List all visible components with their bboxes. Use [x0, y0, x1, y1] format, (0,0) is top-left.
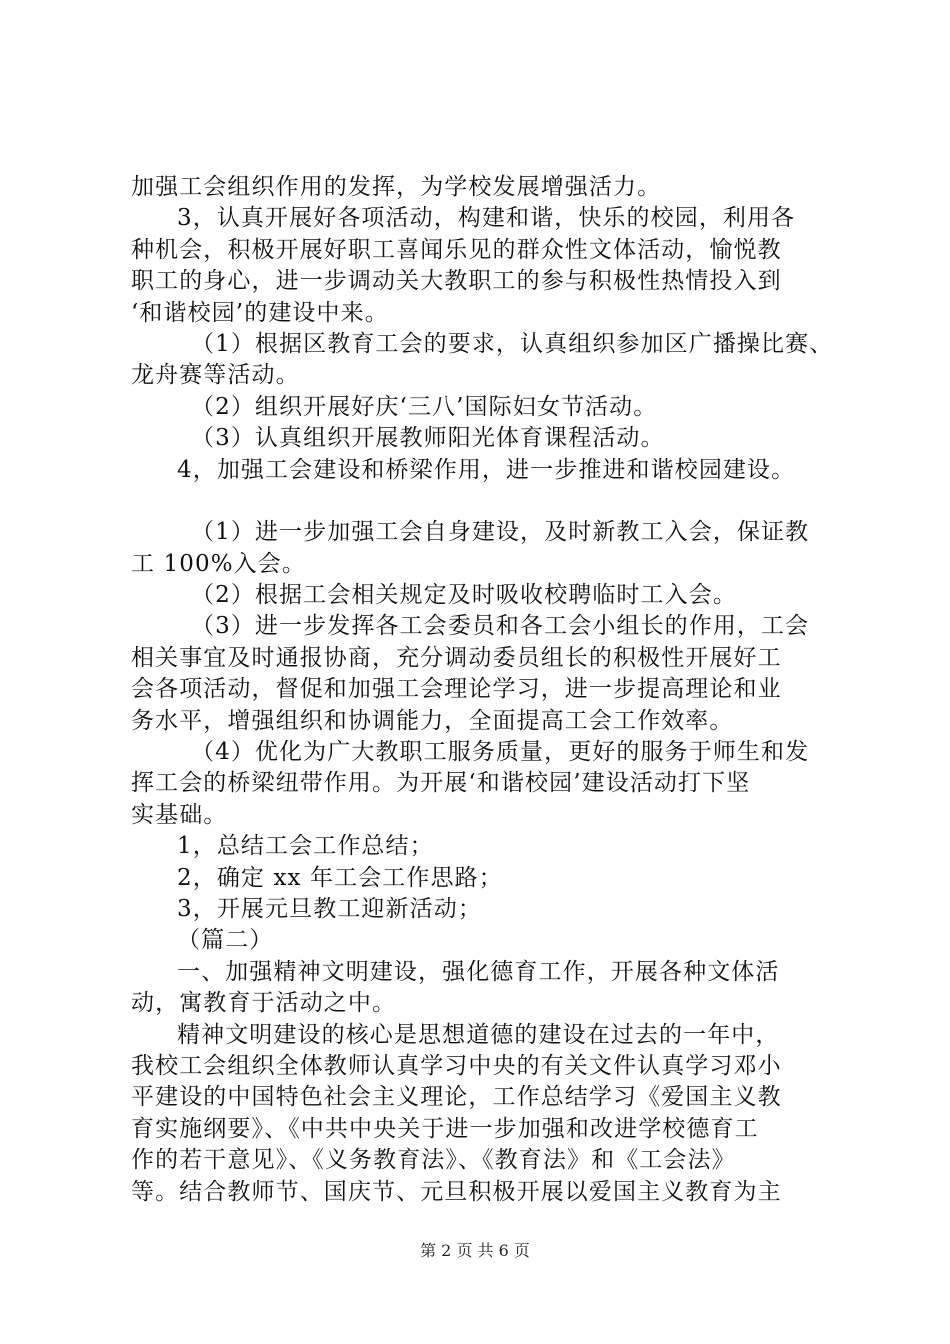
text-line: （4）优化为广大教职工服务质量，更好的服务于师生和发 [191, 739, 810, 766]
text-line: （3）认真组织开展教师阳光体育课程活动。 [191, 425, 665, 452]
text-line: （3）进一步发挥各工会委员和各工会小组长的作用，工会 [191, 613, 810, 640]
text-line: 等。结合教师节、国庆节、元旦积极开展以爱国主义教育为主 [131, 1178, 782, 1205]
text-line: （1）根据区教育工会的要求，认真组织参加区广播操比赛、 [191, 330, 834, 357]
text-line: 3，开展元旦教工迎新活动； [177, 895, 482, 922]
text-line: （1）进一步加强工会自身建设，及时新教工入会，保证教 [191, 519, 810, 546]
text-line: 动，寓教育于活动之中。 [131, 990, 397, 1017]
text-line: 种机会，积极开展好职工喜闻乐见的群众性文体活动，愉悦教 [131, 236, 782, 263]
text-line: 加强工会组织作用的发挥，为学校发展增强活力。 [131, 174, 662, 200]
section-heading: （篇二） [177, 927, 274, 954]
text-line: 相关事宜及时通报协商，充分调动委员组长的积极性开展好工 [131, 644, 782, 671]
text-line: 龙舟赛等活动。 [131, 362, 300, 389]
text-line: 实基础。 [131, 801, 228, 828]
text-line: 育实施纲要》、《中共中央关于进一步加强和改进学校德育工 [131, 1115, 759, 1142]
text-line: 平建设的中国特色社会主义理论，工作总结学习《爱国主义教 [131, 1084, 782, 1111]
blank-line [131, 486, 831, 517]
text-line: 作的若干意见》、《义务教育法》、《教育法》和《工会法》 [131, 1147, 736, 1174]
text-line: 3，认真开展好各项活动，构建和谐，快乐的校园，利用各 [177, 205, 796, 232]
text-line: 务水平，增强组织和协调能力，全面提高工会工作效率。 [131, 707, 734, 734]
text-line: 2，确定 xx 年工会工作思路； [177, 864, 503, 891]
text-line: 精神文明建设的核心是思想道德的建设在过去的一年中， [177, 1021, 780, 1048]
text-line: （2）组织开展好庆‘三八’国际妇女节活动。 [191, 393, 658, 420]
text-line: 工 100%入会。 [131, 550, 306, 577]
document-body [131, 172, 834, 1208]
text-line: ‘和谐校园’的建设中来。 [131, 299, 389, 326]
page-number-footer: 第 2 页 共 6 页 [420, 1241, 530, 1260]
text-line: （2）根据工会相关规定及时吸收校聘临时工入会。 [191, 582, 737, 609]
text-line: 挥工会的桥梁纽带作用。为开展‘和谐校园’建设活动打下坚 [131, 770, 751, 797]
text-line: 4，加强工会建设和桥梁作用，进一步推进和谐校园建设。 [177, 456, 796, 483]
text-line: 一、加强精神文明建设，强化德育工作，开展各种文体活 [177, 958, 780, 985]
text-line: 会各项活动，督促和加强工会理论学习，进一步提高理论和业 [131, 676, 782, 703]
text-line: 职工的身心，进一步调动关大教职工的参与积极性热情投入到 [131, 268, 782, 295]
text-line: 我校工会组织全体教师认真学习中央的有关文件认真学习邓小 [131, 1052, 782, 1079]
text-line: 1，总结工会工作总结； [177, 833, 434, 860]
